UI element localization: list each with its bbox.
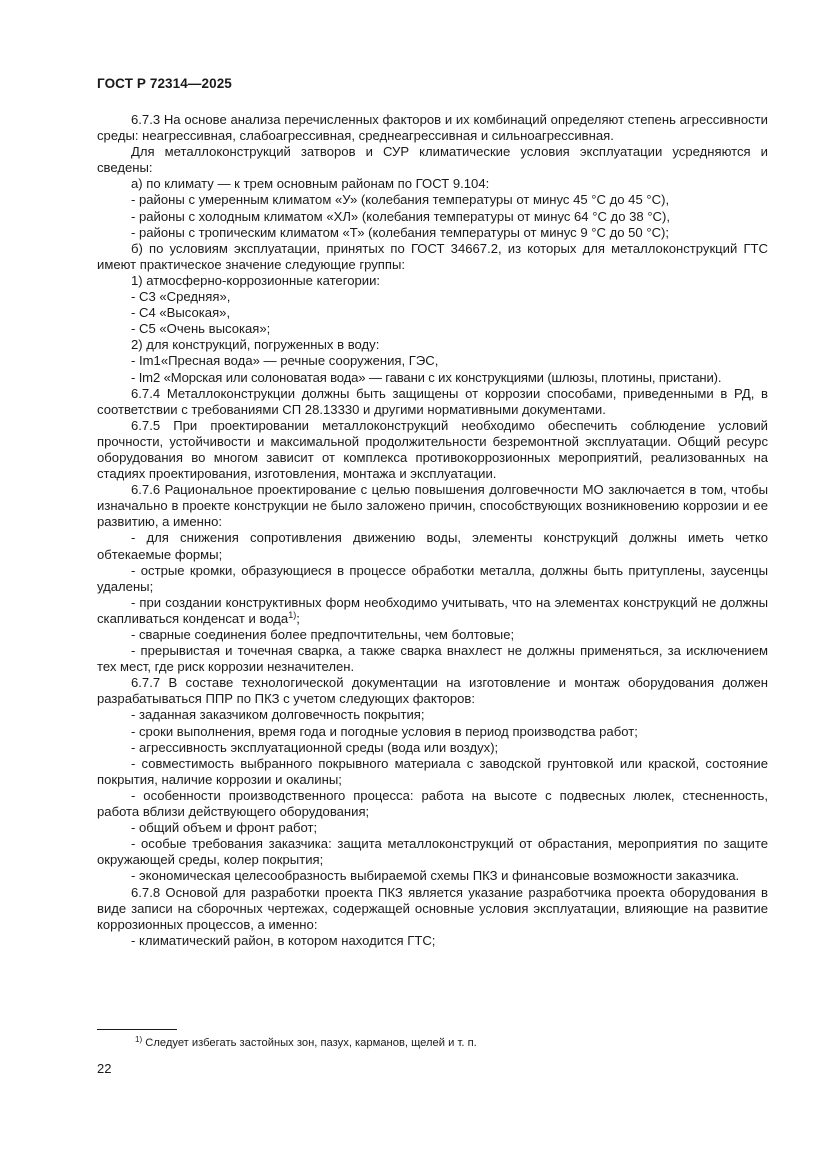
list-item: - прерывистая и точечная сварка, а также сварка внахлест не должны применяться, за исключением тех мест, где риск коррозии незначителен. [97, 643, 768, 675]
footnote-divider [97, 1029, 177, 1030]
list-item-with-footnote [97, 595, 768, 627]
list-item: - С4 «Высокая», [131, 305, 231, 321]
list-item: - особые требования заказчика: защита металлоконструкций от обрастания, мероприятия по защите окружающей среды, колер покрытия; [97, 836, 768, 868]
paragraph-6-7-5: 6.7.5 При проектировании металлоконструкций необходимо обеспечить соблюдение условий прочности, устойчивости и максимальной продолжительности безремонтной эксплуатации. Общий ресурс оборудования во многом зависит от комплекса противокоррозионных мероприятий, реализованных на стадиях проектирования, изготовления, монтажа и эксплуатации. [97, 417, 768, 482]
footnote-text: Следует избегать застойных зон, пазух, карманов, щелей и т. п. [145, 1037, 477, 1049]
list-item: - совместимость выбранного покрывного материала с заводской грунтовкой или краской, состояние покрытия, наличие коррозии и окалины; [97, 755, 768, 787]
list-item: - климатический район, в котором находится ГТС; [131, 932, 436, 948]
list-item-punctuation: ; [296, 610, 300, 626]
main-text [97, 112, 768, 949]
list-item-text: - при создании конструктивных форм необходимо учитывать, что на элементах конструкций не должны скапливаться конденсат и вода [97, 594, 768, 626]
list-item: а) по климату — к трем основным районам по ГОСТ 9.104: [131, 176, 490, 192]
list-item: - районы с холодным климатом «ХЛ» (колебания температуры от минус 64 °С до 38 °С), [131, 208, 671, 224]
list-item: - для снижения сопротивления движению воды, элементы конструкций должны иметь четко обтекаемые формы; [97, 530, 768, 562]
list-item: - Im2 «Морская или солоноватая вода» — гавани с их конструкциями (шлюзы, плотины, пристани). [131, 369, 722, 385]
list-item: - районы с тропическим климатом «Т» (колебания температуры от минус 9 °С до 50 °С); [131, 224, 670, 240]
paragraph: Для металлоконструкций затворов и СУР климатические условия эксплуатации усредняются и сведены: [97, 144, 768, 176]
list-item: 1) атмосферно-коррозионные категории: [131, 272, 381, 288]
paragraph-6-7-4: 6.7.4 Металлоконструкции должны быть защищены от коррозии способами, приведенными в РД, в соответствии с требованиями СП 28.13330 и другими нормативными документами. [97, 385, 768, 417]
paragraph-6-7-3: 6.7.3 На основе анализа перечисленных факторов и их комбинаций определяют степень агрессивности среды: неагрессивная, слабоагрессивная, среднеагрессивная и сильноагрессивная. [97, 112, 768, 144]
list-item: - С3 «Средняя», [131, 289, 231, 305]
list-item: - общий объем и фронт работ; [131, 820, 318, 836]
list-item: - районы с умеренным климатом «У» (колебания температуры от минус 45 °С до 45 °С), [131, 192, 670, 208]
paragraph-6-7-6: 6.7.6 Рациональное проектирование с целью повышения долговечности МО заключается в том, чтобы изначально в проекте конструкции не было заложено причин, способствующих возникновению коррозии и ее развитию, а именно: [97, 482, 768, 530]
footnote-reference: 1) [288, 609, 297, 620]
list-item: 2) для конструкций, погруженных в воду: [131, 337, 380, 353]
list-item: - С5 «Очень высокая»; [131, 321, 271, 337]
list-item: - острые кромки, образующиеся в процессе обработки металла, должны быть притуплены, заусенцы удалены; [97, 562, 768, 594]
document-header: ГОСТ Р 72314—2025 [97, 76, 232, 91]
paragraph-6-7-7: 6.7.7 В составе технологической документации на изготовление и монтаж оборудования должен разрабатываться ППР по ПКЗ с учетом следующих факторов: [97, 675, 768, 707]
footnote-marker: 1) [135, 1035, 143, 1044]
paragraph-6-7-8: 6.7.8 Основой для разработки проекта ПКЗ является указание разработчика проекта оборудования в виде записи на сборочных чертежах, содержащей основные условия эксплуатации, влияющие на развитие коррозионных процессов, а именно: [97, 884, 768, 932]
list-item: - экономическая целесообразность выбираемой схемы ПКЗ и финансовые возможности заказчика. [131, 868, 740, 884]
list-item: - заданная заказчиком долговечность покрытия; [131, 707, 425, 723]
footnote [135, 1036, 477, 1050]
page-number: 22 [97, 1061, 112, 1076]
list-item: - особенности производственного процесса: работа на высоте с подвесных люлек, стесненность, работа вблизи действующего оборудования; [97, 787, 768, 820]
list-item: - сварные соединения более предпочтительны, чем болтовые; [131, 627, 515, 642]
list-item: б) по условиям эксплуатации, принятых по ГОСТ 34667.2, из которых для металлоконструкций ГТС имеют практическое значение следующие группы: [97, 240, 768, 272]
list-item: - агрессивность эксплуатационной среды (вода или воздух); [131, 739, 499, 755]
list-item: - сроки выполнения, время года и погодные условия в период производства работ; [131, 723, 638, 739]
list-item: - Im1«Пресная вода» — речные сооружения, ГЭС, [131, 353, 439, 369]
